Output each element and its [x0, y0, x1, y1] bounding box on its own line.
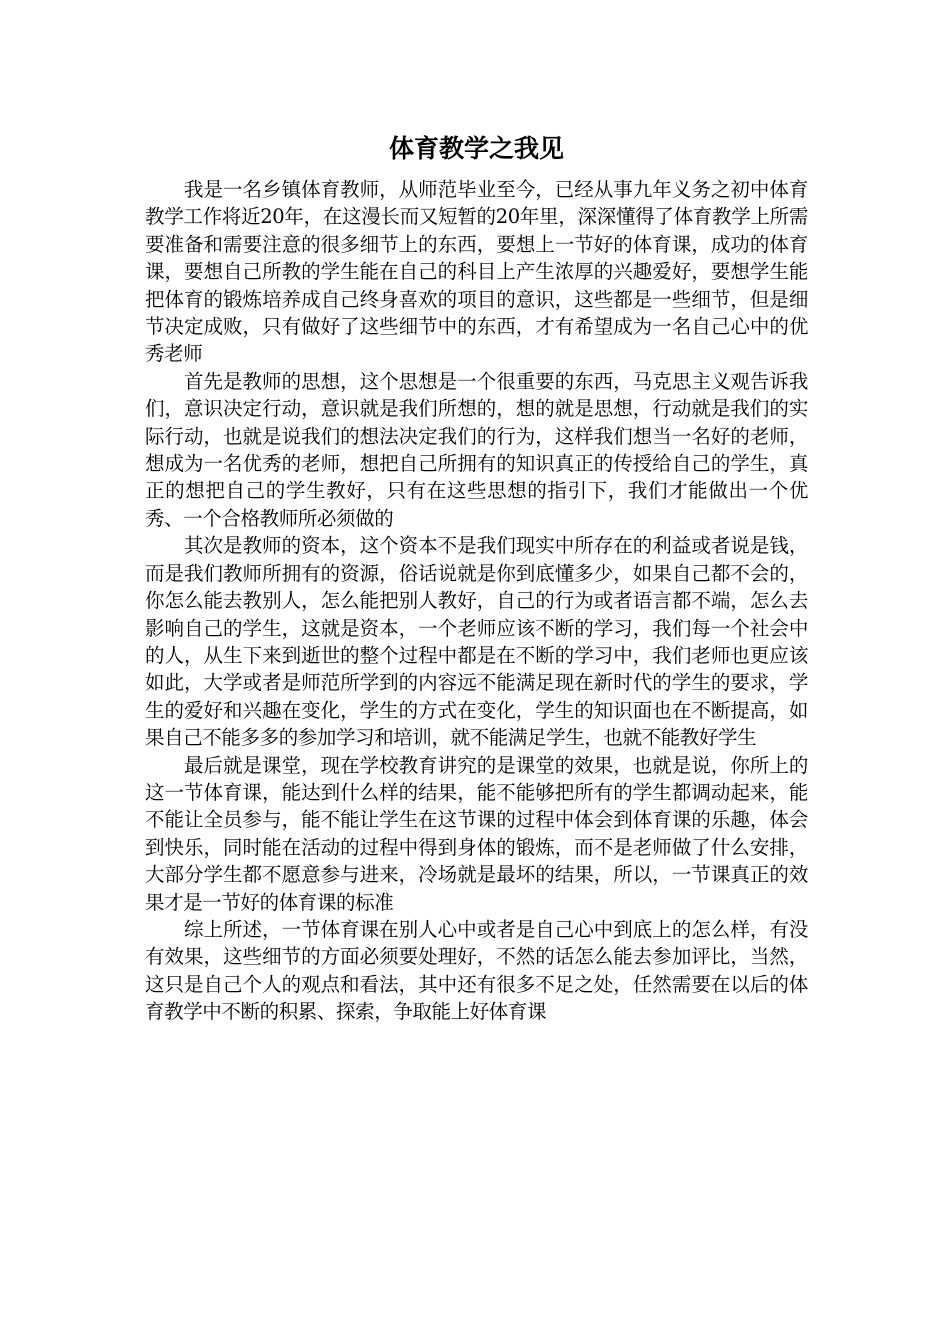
paragraph-classroom: 最后就是课堂，现在学校教育讲究的是课堂的效果，也就是说，你所上的这一节体育课，能达到什么样的结果，能不能够把所有的学生都调动起来，能不能让全员参与，能不能让学生在这节课的过程中体会到体育课的乐趣，体会到快乐，同时能在活动的过程中得到身体的锻炼，而不是老师做了什么安排，大部分学生都不愿意参与进来，冷场就是最坏的结果，所以，一节课真正的效果才是一节好的体育课的标准 — [145, 753, 808, 914]
document-title: 体育教学之我见 — [388, 134, 564, 163]
document-body — [145, 132, 808, 1026]
paragraph-intro: 我是一名乡镇体育教师，从师范毕业至今，已经从事九年义务之初中体育教学工作将近20年，在这漫长而又短暂的20年里，深深懂得了体育教学上所需要准备和需要注意的很多细节上的东西，要想上一节好的体育课，成功的体育课，要想自己所教的学生能在自己的科目上产生浓厚的兴趣爱好，要想学生能把体育的锻炼培养成自己终身喜欢的项目的意识，这些都是一些细节，但是细节决定成败，只有做好了这些细节中的东西，才有希望成为一名自己心中的优秀老师 — [145, 178, 808, 366]
paragraph-conclusion: 综上所述，一节体育课在别人心中或者是自己心中到底上的怎么样，有没有效果，这些细节的方面必须要处理好，不然的话怎么能去参加评比，当然，这只是自己个人的观点和看法，其中还有很多不足之处，任然需要在以后的体育教学中不断的积累、探索，争取能上好体育课 — [145, 917, 808, 1024]
paragraph-teacher-capital: 其次是教师的资本，这个资本不是我们现实中所存在的利益或者说是钱，而是我们教师所拥有的资源，俗话说就是你到底懂多少，如果自己都不会的，你怎么能去教别人，怎么能把别人教好，自己的行为或者语言都不端，怎么去影响自己的学生，这就是资本，一个老师应该不断的学习，我们每一个社会中的人，从生下来到逝世的整个过程中都是在不断的学习中，我们老师也更应该如此，大学或者是师范所学到的内容远不能满足现在新时代的学生的要求，学生的爱好和兴趣在变化，学生的方式在变化，学生的知识面也在不断提高，如果自己不能多多的参加学习和培训，就不能满足学生，也就不能教好学生 — [145, 534, 808, 750]
paragraph-teacher-thinking: 首先是教师的思想，这个思想是一个很重要的东西，马克思主义观告诉我们，意识决定行动，意识就是我们所想的，想的就是思想，行动就是我们的实际行动，也就是说我们的想法决定我们的行为，这样我们想当一名好的老师，想成为一名优秀的老师，想把自己所拥有的知识真正的传授给自己的学生，真正的想把自己的学生教好，只有在这些思想的指引下，我们才能做出一个优秀、一个合格教师所必须做的 — [145, 369, 808, 530]
